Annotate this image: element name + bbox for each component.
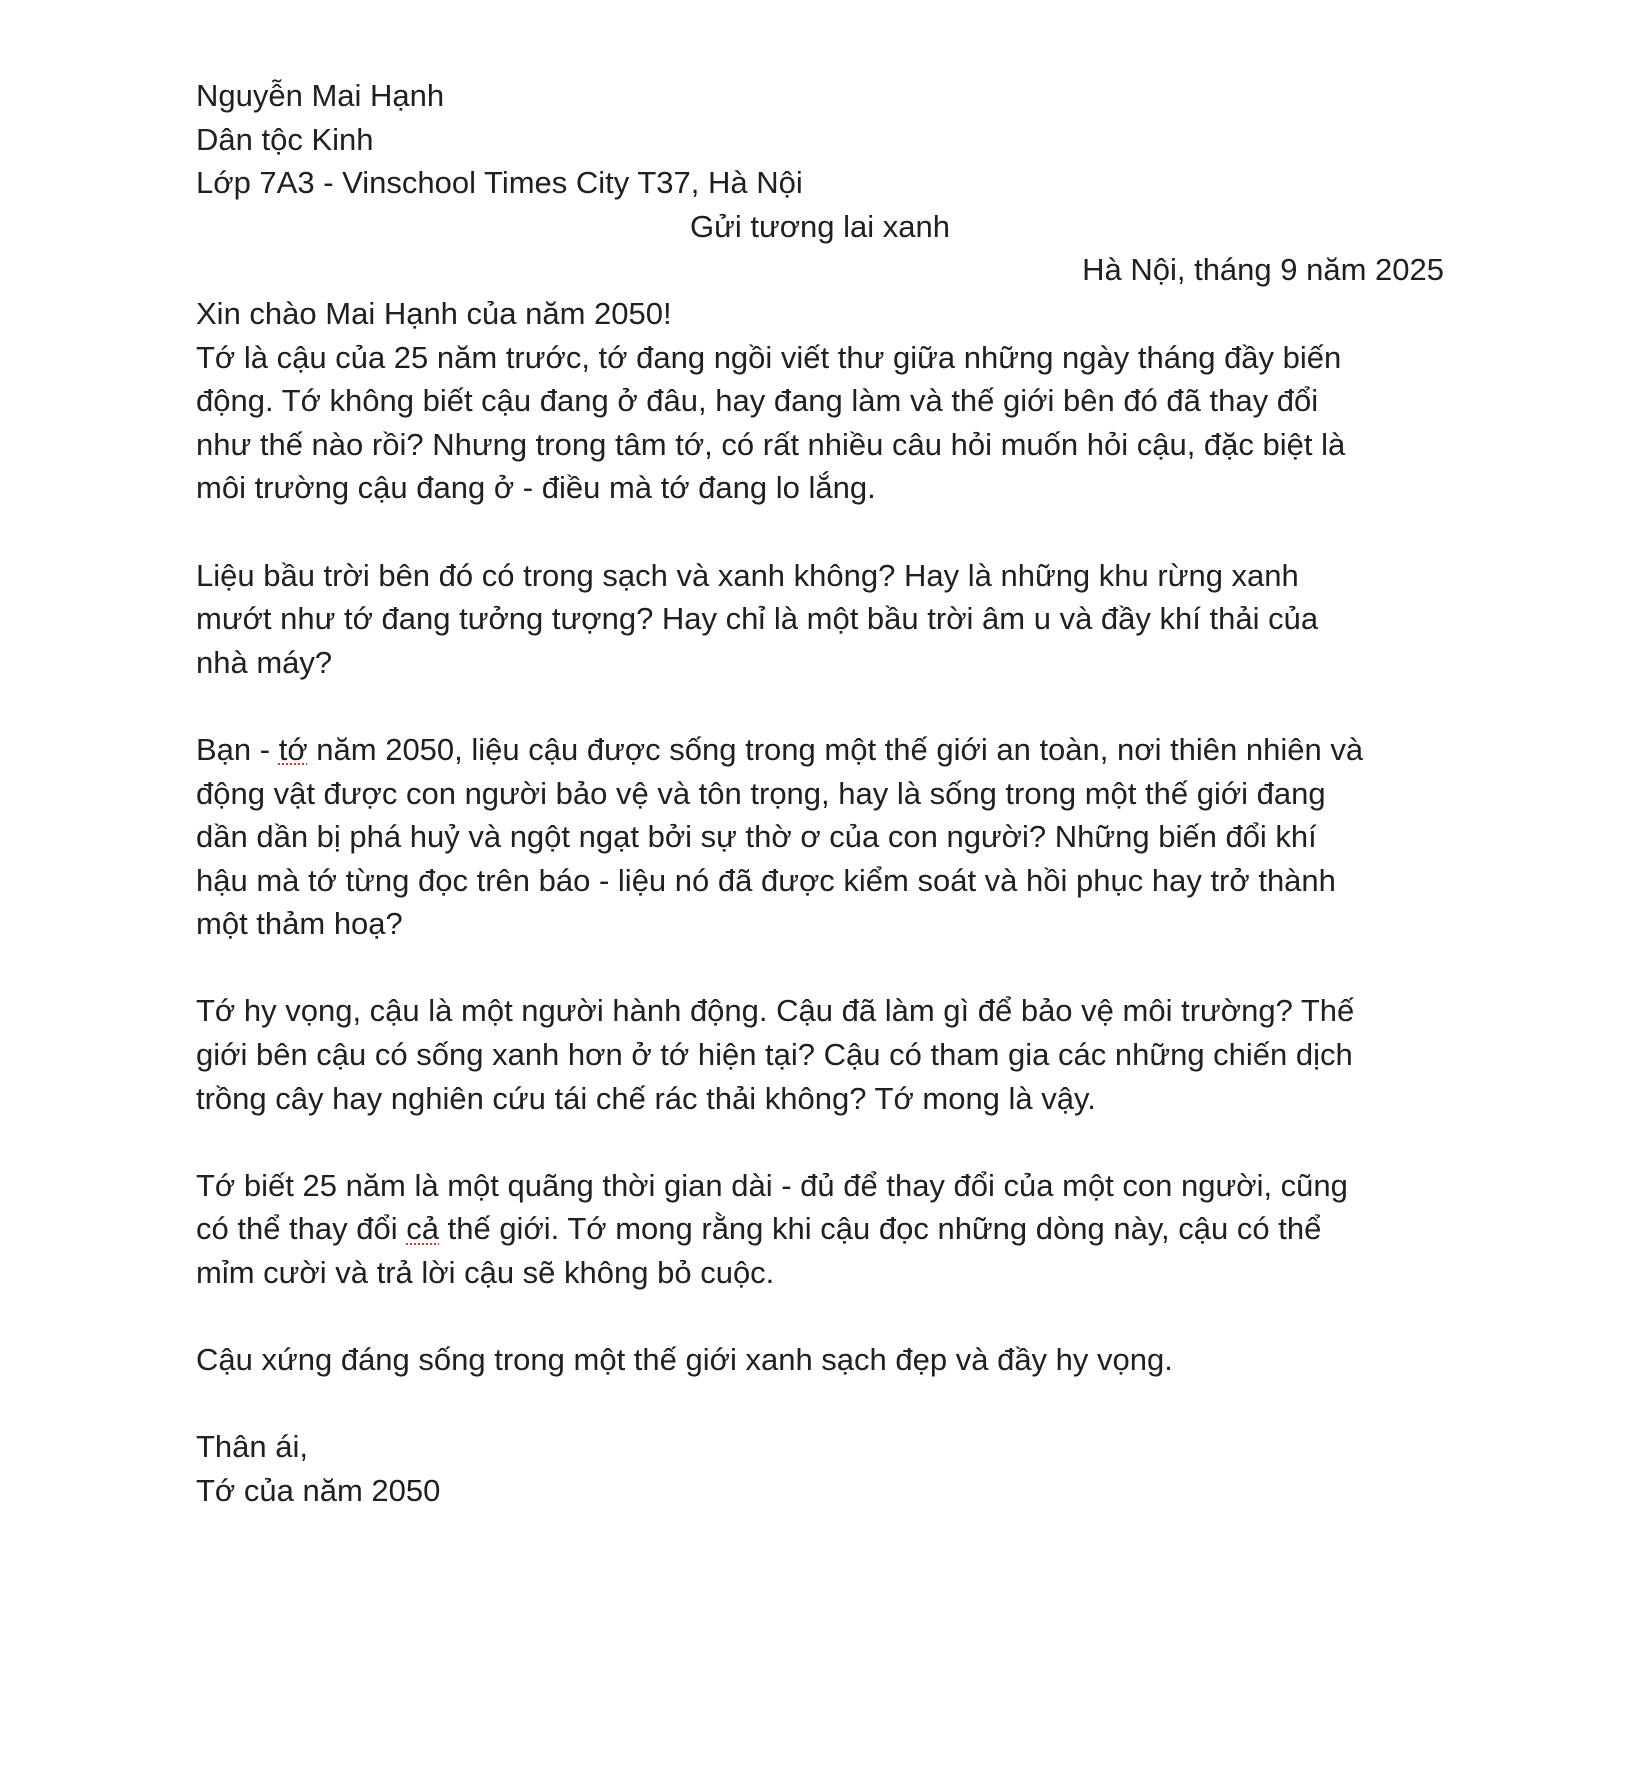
signature: Tớ của năm 2050 <box>196 1473 441 1508</box>
paragraph-3 <box>196 728 1444 946</box>
sender-school: Lớp 7A3 - Vinschool Times City T37, Hà Nội <box>196 165 803 201</box>
paragraph-line: trồng cây hay nghiên cứu tái chế rác thải không? Tớ mong là vậy. <box>196 1080 1096 1116</box>
letter-title: Gửi tương lai xanh <box>689 208 950 244</box>
paragraph-5 <box>196 1164 1444 1295</box>
paragraph-line: Tớ biết 25 năm là một quãng thời gian dài - đủ để thay đổi của một con người, cũng <box>196 1167 1348 1203</box>
letter-page <box>196 74 1444 1513</box>
paragraph-line: một thảm hoạ? <box>196 906 403 942</box>
text-segment: năm 2050, liệu cậu được sống trong một thế giới an toàn, nơi thiên nhiên và <box>307 731 1364 767</box>
text-segment: Bạn - <box>196 731 279 767</box>
sender-ethnicity: Dân tộc Kinh <box>196 121 374 157</box>
paragraph-line: mỉm cười và trả lời cậu sẽ không bỏ cuộc. <box>196 1255 775 1291</box>
paragraph-line: giới bên cậu có sống xanh hơn ở tớ hiện tại? Cậu có tham gia các những chiến dịch <box>196 1037 1353 1073</box>
paragraph-line: như thế nào rồi? Nhưng trong tâm tớ, có rất nhiều câu hỏi muốn hỏi cậu, đặc biệt là <box>196 426 1346 462</box>
paragraph-line: động vật được con người bảo vệ và tôn trọng, hay là sống trong một thế giới đang <box>196 775 1326 811</box>
paragraph-line: Tớ là cậu của 25 năm trước, tớ đang ngồi viết thư giữa những ngày tháng đầy biến <box>196 339 1342 375</box>
greeting: Xin chào Mai Hạnh của năm 2050! <box>196 295 672 331</box>
paragraph-line: môi trường cậu đang ở - điều mà tớ đang lo lắng. <box>196 470 876 506</box>
place-date: Hà Nội, tháng 9 năm 2025 <box>1082 252 1444 288</box>
paragraph-line <box>196 728 1444 772</box>
paragraph-line: Tớ hy vọng, cậu là một người hành động. Cậu đã làm gì để bảo vệ môi trường? Thế <box>196 993 1355 1029</box>
paragraph-line: nhà máy? <box>196 644 333 680</box>
sender-name: Nguyễn Mai Hạnh <box>196 78 445 113</box>
paragraph-line: hậu mà tớ từng đọc trên báo - liệu nó đã được kiểm soát và hồi phục hay trở thành <box>196 862 1336 898</box>
paragraph-line: mướt như tớ đang tưởng tượng? Hay chỉ là một bầu trời âm u và đầy khí thải của <box>196 601 1319 637</box>
paragraph-6 <box>196 1338 1444 1382</box>
spellcheck-flagged-word[interactable]: tớ <box>278 731 308 767</box>
spellcheck-flagged-word[interactable]: cả <box>406 1211 439 1247</box>
paragraph-2 <box>196 554 1444 685</box>
closing: Thân ái, <box>196 1429 309 1465</box>
paragraph-line: Cậu xứng đáng sống trong một thế giới xanh sạch đẹp và đầy hy vọng. <box>196 1342 1173 1378</box>
paragraph-line <box>196 1207 1444 1251</box>
paragraph-4 <box>196 989 1444 1120</box>
paragraph-line: động. Tớ không biết cậu đang ở đâu, hay đang làm và thế giới bên đó đã thay đổi <box>196 383 1319 419</box>
text-segment: thế giới. Tớ mong rằng khi cậu đọc những dòng này, cậu có thể <box>439 1211 1322 1247</box>
paragraph-line: dần dần bị phá huỷ và ngột ngạt bởi sự thờ ơ của con người? Những biến đổi khí <box>196 819 1317 855</box>
paragraph-1 <box>196 336 1444 510</box>
text-segment: có thể thay đổi <box>196 1211 407 1247</box>
paragraph-line: Liệu bầu trời bên đó có trong sạch và xanh không? Hay là những khu rừng xanh <box>196 557 1299 593</box>
